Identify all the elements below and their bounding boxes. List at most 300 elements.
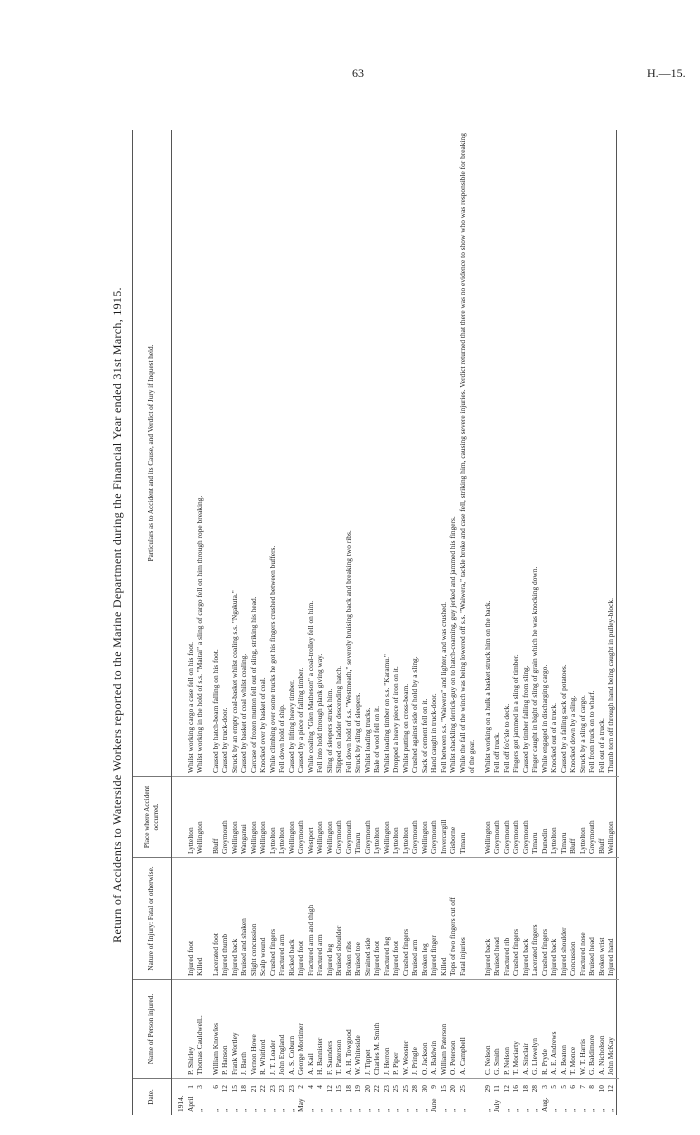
- month: „: [315, 1108, 324, 1112]
- month: „: [530, 1108, 539, 1112]
- day: 12: [606, 1085, 615, 1093]
- table-row: [195, 130, 205, 1115]
- injury-nature: Broken leg: [420, 858, 430, 980]
- accident-particulars: Struck by an empty coal-basket whilst coaling s.s. "Ngakuta.": [230, 130, 240, 777]
- date-cell: [211, 1079, 221, 1116]
- injury-nature: Crushed fingers: [268, 858, 278, 980]
- person-name: G. Baldimore: [587, 980, 597, 1079]
- injury-nature: Slight concussion: [249, 858, 259, 980]
- accident-place: Greymouth: [220, 777, 230, 858]
- injury-nature: Lacerated fingers: [530, 858, 540, 980]
- accident-place: Greymouth: [521, 777, 531, 858]
- table-row: [511, 130, 521, 1115]
- person-name: P. Nelson: [502, 980, 512, 1079]
- person-name: George Mortimer: [296, 980, 306, 1079]
- accident-particulars: Caused by timber falling from sling.: [521, 130, 531, 777]
- date-cell: [448, 1079, 458, 1116]
- table-row: [540, 130, 550, 1115]
- date-cell: [439, 1079, 449, 1116]
- table-row: [382, 130, 392, 1115]
- person-name: A. S. Coburn: [287, 980, 297, 1079]
- accident-place: Timaru: [458, 777, 477, 858]
- date-cell: [568, 1079, 578, 1116]
- month: „: [549, 1108, 558, 1112]
- person-name: C. Nelson: [483, 980, 493, 1079]
- date-cell: [372, 1079, 382, 1116]
- date-cell: [230, 1079, 240, 1116]
- accident-particulars: Dropped a heavy piece of iron on it.: [391, 130, 401, 777]
- day: 22: [258, 1085, 267, 1093]
- injury-nature: Bruised head: [587, 858, 597, 980]
- accident-place: Wellington: [606, 777, 616, 858]
- accident-place: Wellington: [325, 777, 335, 858]
- table-row: [268, 130, 278, 1115]
- accident-place: Wellington: [258, 777, 268, 858]
- person-name: R. Whitford: [258, 980, 268, 1079]
- month: „: [606, 1108, 615, 1112]
- day: 23: [267, 1085, 277, 1093]
- month: „: [210, 1108, 220, 1112]
- date-cell: [549, 1079, 559, 1116]
- header-particulars: Particulars as to Accident and its Cause, and Verdict of Jury if Inquest held.: [133, 130, 172, 777]
- accident-particulars: Whilst shackling derrick-guy on to hatch-coaming, guy jerked and jammed his fingers.: [448, 130, 458, 777]
- day: 6: [568, 1085, 577, 1089]
- date-cell: [239, 1079, 249, 1116]
- person-name: G. Smith: [492, 980, 502, 1079]
- person-name: A. Baldwin: [429, 980, 439, 1079]
- day: 25: [391, 1085, 400, 1093]
- accident-particulars: Bale of wool fell on it.: [372, 130, 382, 777]
- injury-nature: Bruised arm: [410, 858, 420, 980]
- day: 5: [549, 1085, 558, 1089]
- date-cell: [511, 1079, 521, 1116]
- day: 22: [372, 1085, 381, 1093]
- accident-place: Greymouth: [410, 777, 420, 858]
- month: „: [457, 1108, 467, 1112]
- day: 4: [305, 1085, 315, 1089]
- date-cell: [277, 1079, 287, 1116]
- accident-place: Gisborne: [448, 777, 458, 858]
- table-row: [315, 130, 325, 1115]
- month: „: [410, 1108, 419, 1112]
- table-row: [277, 130, 287, 1115]
- accident-particulars: Hand caught in truck-door.: [429, 130, 439, 777]
- month: „: [558, 1108, 568, 1112]
- accident-place: Wellington: [287, 777, 297, 858]
- month: May: [296, 1098, 305, 1112]
- table-header-row: [133, 130, 172, 1115]
- table-row: [372, 130, 382, 1115]
- person-name: William Paterson: [439, 980, 449, 1079]
- person-name: William Knowles: [211, 980, 221, 1079]
- month: „: [501, 1108, 511, 1112]
- injury-nature: Injured back: [521, 858, 531, 980]
- accident-particulars: While engaged in discharging cargo.: [540, 130, 550, 777]
- accident-place: Greymouth: [492, 777, 502, 858]
- injury-nature: Crushed fingers: [540, 858, 550, 980]
- month: „: [229, 1108, 239, 1112]
- date-cell: [502, 1079, 512, 1116]
- month: „: [482, 1108, 492, 1112]
- day: 20: [362, 1085, 372, 1093]
- accident-place: Lyttelton: [401, 777, 411, 858]
- date-cell: [578, 1079, 588, 1116]
- accident-place: Lyttelton: [268, 777, 278, 858]
- day: 12: [220, 1085, 229, 1093]
- accident-particulars: Whilst loading timber on s.s. "Karamu.": [382, 130, 392, 777]
- day: 19: [353, 1085, 362, 1093]
- accident-place: Greymouth: [334, 777, 344, 858]
- person-name: J. Herron: [382, 980, 392, 1079]
- injury-nature: Tops of two fingers cut off: [448, 858, 458, 980]
- date-cell: [334, 1079, 344, 1116]
- accident-particulars: Caused by basket of coal whilst coaling.: [239, 130, 249, 777]
- injury-nature: Fatal injuries: [458, 858, 477, 980]
- month: Aug.: [539, 1097, 549, 1112]
- day: 4: [315, 1085, 324, 1089]
- day: 7: [577, 1085, 587, 1089]
- person-name: Frank Wortley: [230, 980, 240, 1079]
- person-name: O. Jackson: [420, 980, 430, 1079]
- day: 5: [558, 1085, 568, 1089]
- header-place: Place where Accident occurred.: [133, 777, 172, 858]
- accident-place: Bluff: [211, 777, 221, 858]
- table-row: [429, 130, 439, 1115]
- accident-particulars: Whilst putting on cross-beam.: [401, 130, 411, 777]
- accident-particulars: Fell from truck on to wharf.: [587, 130, 597, 777]
- accident-place: Greymouth: [511, 777, 521, 858]
- table-row: [249, 130, 259, 1115]
- person-name: J. T. Loader: [268, 980, 278, 1079]
- accident-place: Dunedin: [540, 777, 550, 858]
- accident-particulars: Fell down hold of ship.: [277, 130, 287, 777]
- person-name: G. Llewelyn: [530, 980, 540, 1079]
- injury-nature: Injured foot: [296, 858, 306, 980]
- month: „: [286, 1108, 296, 1112]
- accident-place: Wanganui: [239, 777, 249, 858]
- day: 16: [511, 1085, 520, 1093]
- day: 15: [438, 1085, 448, 1093]
- injury-nature: Killed: [439, 858, 449, 980]
- injury-nature: Injured finger: [429, 858, 439, 980]
- table-row: [448, 130, 458, 1115]
- accident-place: Wellington: [195, 777, 205, 858]
- date-cell: [186, 1079, 196, 1116]
- table-row: [239, 130, 249, 1115]
- injury-nature: Ricked back: [287, 858, 297, 980]
- table-body: [172, 130, 619, 1115]
- month: „: [277, 1108, 286, 1112]
- table-row: [606, 130, 616, 1115]
- month: „: [577, 1108, 587, 1112]
- accident-particulars: Whilst working cargo a case fell on his foot.: [186, 130, 196, 777]
- month: „: [258, 1108, 267, 1112]
- accident-place: Wellington: [420, 777, 430, 858]
- date-cell: [287, 1079, 297, 1116]
- person-name: P. Hanson: [220, 980, 230, 1079]
- month: „: [334, 1108, 343, 1112]
- injury-nature: Fractured arm: [277, 858, 287, 980]
- person-name: A. H. Towgood: [344, 980, 354, 1079]
- person-name: A. Sinclair: [521, 980, 531, 1079]
- table-row: [334, 130, 344, 1115]
- header-injury: Nature of Injury: Fatal or otherwise.: [133, 858, 172, 980]
- day: 3: [539, 1085, 549, 1089]
- table-row: [325, 130, 335, 1115]
- table-row: [483, 130, 493, 1115]
- person-name: J. Tippet: [363, 980, 373, 1079]
- date-cell: [220, 1079, 230, 1116]
- accident-particulars: Caused by lifting heavy timber.: [287, 130, 297, 777]
- table-row: [363, 130, 373, 1115]
- injury-nature: Crushed fingers: [511, 858, 521, 980]
- accident-place: Greymouth: [344, 777, 354, 858]
- accident-particulars: Slipped on ladder descending hatch.: [334, 130, 344, 777]
- person-name: H. Bannister: [315, 980, 325, 1079]
- date-cell: [315, 1079, 325, 1116]
- month: „: [438, 1108, 448, 1112]
- accident-particulars: Knocked down by a sling.: [568, 130, 578, 777]
- date-cell: [540, 1079, 550, 1116]
- person-name: A. Kail: [306, 980, 316, 1079]
- table-row: [568, 130, 578, 1115]
- date-cell: [587, 1079, 597, 1116]
- injury-nature: Injured back: [549, 858, 559, 980]
- month: „: [195, 1108, 204, 1112]
- day: 15: [334, 1085, 343, 1093]
- header-date: Date.: [133, 1079, 172, 1116]
- month: „: [568, 1108, 577, 1112]
- month: „: [267, 1108, 277, 1112]
- accident-particulars: Struck by a sling of cargo.: [578, 130, 588, 777]
- person-name: P. Shirley: [186, 980, 196, 1079]
- date-cell: [597, 1079, 607, 1116]
- accident-place: Wellington: [249, 777, 259, 858]
- person-name: J. Pringle: [410, 980, 420, 1079]
- date-cell: [306, 1079, 316, 1116]
- month: June: [429, 1098, 438, 1112]
- person-name: A. Beaton: [559, 980, 569, 1079]
- date-cell: [363, 1079, 373, 1116]
- accident-place: Timaru: [353, 777, 363, 858]
- accident-particulars: Sling of sleepers struck him.: [325, 130, 335, 777]
- injury-nature: Bruised and shaken: [239, 858, 249, 980]
- table-row: [597, 130, 607, 1115]
- month: April: [185, 1096, 195, 1112]
- accident-place: Bluff: [597, 777, 607, 858]
- month: „: [511, 1108, 520, 1112]
- accident-particulars: Fell down hold of s.s. "Westmeath," severely bruising back and breaking two ribs.: [344, 130, 354, 777]
- injury-nature: Injured foot: [391, 858, 401, 980]
- accident-particulars: Caused by a falling sack of potatoes.: [559, 130, 569, 777]
- person-name: F. Saunders: [325, 980, 335, 1079]
- accident-place: Wellington: [483, 777, 493, 858]
- month: „: [587, 1108, 596, 1112]
- header-name: Name of Person injured.: [133, 980, 172, 1079]
- accident-place: Lyttelton: [186, 777, 196, 858]
- person-name: W. T. Harris: [578, 980, 588, 1079]
- month: „: [596, 1108, 606, 1112]
- accident-particulars: Finger caught in bight of sling of grain which he was knocking down.: [530, 130, 540, 777]
- month: „: [520, 1108, 530, 1112]
- person-name: R. Pryde: [540, 980, 550, 1079]
- month: July: [492, 1099, 501, 1112]
- day: 18: [239, 1085, 248, 1093]
- accident-place: Timaru: [559, 777, 569, 858]
- date-cell: [483, 1079, 493, 1116]
- accident-particulars: While climbing over some trucks he got his fingers crushed between buffers.: [268, 130, 278, 777]
- table-row: [258, 130, 268, 1115]
- day: 23: [277, 1085, 286, 1093]
- accident-particulars: Knocked over by basket of coal.: [258, 130, 268, 777]
- table-row: [220, 130, 230, 1115]
- person-name: T. Patterson: [334, 980, 344, 1079]
- table-row: [410, 130, 420, 1115]
- person-name: P. Piper: [391, 980, 401, 1079]
- table-row: [502, 130, 512, 1115]
- injury-nature: Scalp wound: [258, 858, 268, 980]
- person-name: Vernon Howe: [249, 980, 259, 1079]
- month: „: [362, 1108, 372, 1112]
- date-cell: [344, 1079, 354, 1116]
- day: 23: [286, 1085, 296, 1093]
- month: „: [372, 1108, 381, 1112]
- table-row: [230, 130, 240, 1115]
- person-name: T. Moriarty: [511, 980, 521, 1079]
- injury-nature: Injured foot: [186, 858, 196, 980]
- day: 20: [448, 1085, 457, 1093]
- month: „: [419, 1108, 429, 1112]
- accident-place: Lyttelton: [549, 777, 559, 858]
- accident-particulars: Whilst loading trucks.: [363, 130, 373, 777]
- date-cell: [401, 1079, 411, 1116]
- accident-particulars: While the fall of the winch was being lowered off s.s. "Waiwera," tackle broke and case fell, striking him, causing severe injuries. Verdict returned that there was no evidence to show who was responsible for breaking of the gear.: [458, 130, 477, 777]
- accident-place: Timaru: [530, 777, 540, 858]
- person-name: W. Whiteside: [353, 980, 363, 1079]
- rotated-table-container: [110, 115, 650, 1115]
- date-cell: [559, 1079, 569, 1116]
- table-row: [439, 130, 449, 1115]
- injury-nature: Bruised toe: [353, 858, 363, 980]
- person-name: W. Wooster: [401, 980, 411, 1079]
- table-row: [344, 130, 354, 1115]
- day: 8: [587, 1085, 596, 1089]
- month: „: [400, 1108, 410, 1112]
- table-row: [587, 130, 597, 1115]
- month: „: [343, 1108, 353, 1112]
- date-cell: [606, 1079, 616, 1116]
- day: 18: [520, 1085, 530, 1093]
- date-cell: [325, 1079, 335, 1116]
- month: „: [220, 1108, 229, 1112]
- page-number: 63: [352, 66, 364, 80]
- accident-particulars: While coaling "Glen Matheson" a coal-trolley fell on him.: [306, 130, 316, 777]
- table-row: [391, 130, 401, 1115]
- accident-particulars: Whilst working in the hold of s.s. "Maitai" a sling of cargo fell on him through rope breaking.: [195, 130, 205, 777]
- day: 9: [429, 1085, 438, 1089]
- accident-place: Wellington: [230, 777, 240, 858]
- injury-nature: Fractured rib: [502, 858, 512, 980]
- person-name: A. Campbell: [458, 980, 477, 1079]
- table-row: [458, 130, 477, 1115]
- date-cell: [458, 1079, 477, 1116]
- table-row: [186, 130, 196, 1115]
- table-row: [578, 130, 588, 1115]
- table-row: [401, 130, 411, 1115]
- table-row: [530, 130, 540, 1115]
- person-name: Thomas Cauldwell..: [195, 980, 205, 1079]
- date-cell: [391, 1079, 401, 1116]
- day: 2: [296, 1085, 305, 1089]
- person-name: A. E. Andrews: [549, 980, 559, 1079]
- date-cell: [195, 1079, 205, 1116]
- accident-place: Lyttelton: [578, 777, 588, 858]
- table-row: [287, 130, 297, 1115]
- injury-nature: Bruised head: [492, 858, 502, 980]
- person-name: O. Peterson: [448, 980, 458, 1079]
- accident-particulars: Sack of cement fell on it.: [420, 130, 430, 777]
- day: 30: [419, 1085, 429, 1093]
- day: 1: [185, 1085, 195, 1089]
- accident-particulars: Fell out of a truck.: [597, 130, 607, 777]
- injury-nature: Crushed fingers: [401, 858, 411, 980]
- table-row: [353, 130, 363, 1115]
- injury-nature: Injured leg: [325, 858, 335, 980]
- accident-particulars: Fell off fo'c'sle to deck.: [502, 130, 512, 777]
- accident-place: Bluff: [568, 777, 578, 858]
- date-cell: [492, 1079, 502, 1116]
- accident-place: Greymouth: [296, 777, 306, 858]
- accident-particulars: Fell into hold through plank giving way.: [315, 130, 325, 777]
- table-bottom-rule: [616, 130, 619, 1115]
- accident-particulars: Caused by a piece of falling timber.: [296, 130, 306, 777]
- injury-nature: Injured back: [483, 858, 493, 980]
- day: 3: [195, 1085, 204, 1089]
- injury-nature: Injured hand: [606, 858, 616, 980]
- day: 12: [501, 1085, 511, 1093]
- accident-particulars: Fell between s.s. "Waiwera" and lighter, and was crushed.: [439, 130, 449, 777]
- accident-particulars: Whilst working on a hulk a basket struck him on the back.: [483, 130, 493, 777]
- table-row: [492, 130, 502, 1115]
- month: „: [391, 1108, 400, 1112]
- day: 23: [381, 1085, 391, 1093]
- injury-nature: Injured foot: [372, 858, 382, 980]
- person-name: T. Monce: [568, 980, 578, 1079]
- accident-particulars: Fell off truck.: [492, 130, 502, 777]
- injury-nature: Broken ribs: [344, 858, 354, 980]
- date-cell: [382, 1079, 392, 1116]
- accident-place: Wellington: [382, 777, 392, 858]
- accident-particulars: Carcase of frozen mutton fell out of sling, striking his head.: [249, 130, 259, 777]
- date-cell: [429, 1079, 439, 1116]
- table-row: [211, 130, 221, 1115]
- injury-nature: Fractured arm: [315, 858, 325, 980]
- date-cell: [420, 1079, 430, 1116]
- date-cell: [249, 1079, 259, 1116]
- table-row: [549, 130, 559, 1115]
- accident-place: Greymouth: [502, 777, 512, 858]
- person-name: John England: [277, 980, 287, 1079]
- month: „: [448, 1108, 457, 1112]
- day: 12: [324, 1085, 334, 1093]
- date-cell: [353, 1079, 363, 1116]
- year-label: 1914.: [176, 1095, 185, 1112]
- table-row: [296, 130, 306, 1115]
- injury-nature: Injured shoulder: [559, 858, 569, 980]
- report-code: H.—15.: [647, 66, 686, 80]
- month: „: [248, 1108, 258, 1112]
- injury-nature: Concussion: [568, 858, 578, 980]
